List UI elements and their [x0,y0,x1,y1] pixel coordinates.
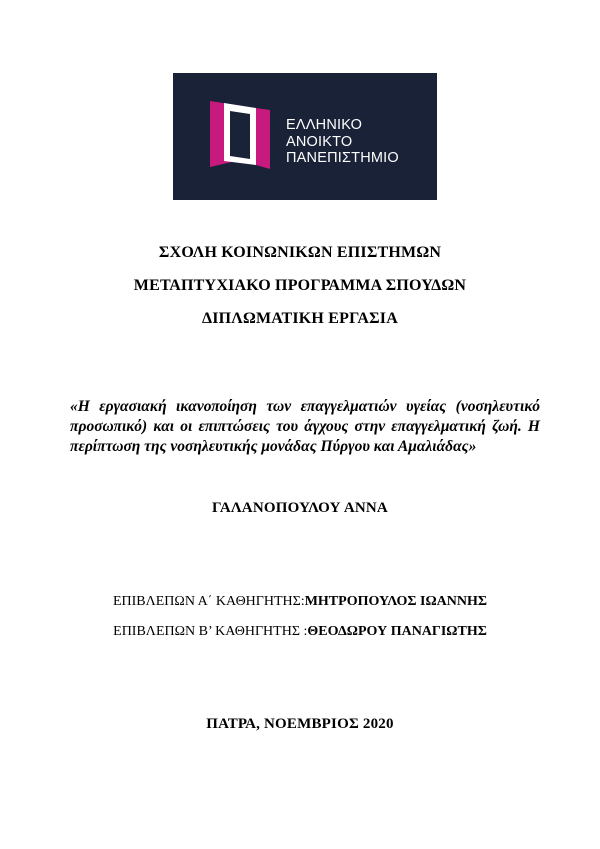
supervisor-b [0,624,600,640]
logo-line: ΑΝΟΙΚΤΟ [286,133,353,150]
supervisor-b-name: ΘΕΟΔΩΡΟΥ ΠΑΝΑΓΙΩΤΗΣ [307,624,487,639]
university-logo [173,73,437,200]
author-name: ΓΑΛΑΝΟΠΟΥΛΟΥ ΑΝΝΑ [212,500,388,516]
supervisor-a-name: ΜΗΤΡΟΠΟΥΛΟΣ ΙΩΑΝΝΗΣ [304,594,488,609]
thesis-title: «Η εργασιακή ικανοποίηση των επαγγελματιών υγείας (νοσηλευτικό προσωπικό) και οι επιπτώσεις του άγχους στην επαγγελματική ζωή. Η περίπτωση της νοσηλευτικής μονάδας Πύργου και Αμαλιάδας» [70,398,540,455]
program-heading: ΜΕΤΑΠΤΥΧΙΑΚΟ ΠΡΟΓΡΑΜΜΑ ΣΠΟΥΔΩΝ [133,277,467,294]
logo-text [286,117,399,167]
logo-line: ΠΑΝΕΠΙΣΤΗΜΙΟ [286,150,399,166]
place-date: ΠΑΤΡΑ, ΝΟΕΜΒΡΙΟΣ 2020 [206,716,394,732]
logo-line: ΕΛΛΗΝΙΚΟ [286,117,363,133]
logo-mark-icon [210,99,282,171]
thesis-heading: ΔΙΠΛΩΜΑΤΙΚΗ ΕΡΓΑΣΙΑ [202,310,398,327]
supervisor-a [0,594,600,610]
supervisor-a-label: ΕΠΙΒΛΕΠΩΝ Α΄ ΚΑΘΗΓΗΤΗΣ: [112,594,305,609]
supervisor-b-label: ΕΠΙΒΛΕΠΩΝ Β’ ΚΑΘΗΓΗΤΗΣ : [113,624,308,639]
school-heading: ΣΧΟΛΗ ΚΟΙΝΩΝΙΚΩΝ ΕΠΙΣΤΗΜΩΝ [158,244,442,261]
